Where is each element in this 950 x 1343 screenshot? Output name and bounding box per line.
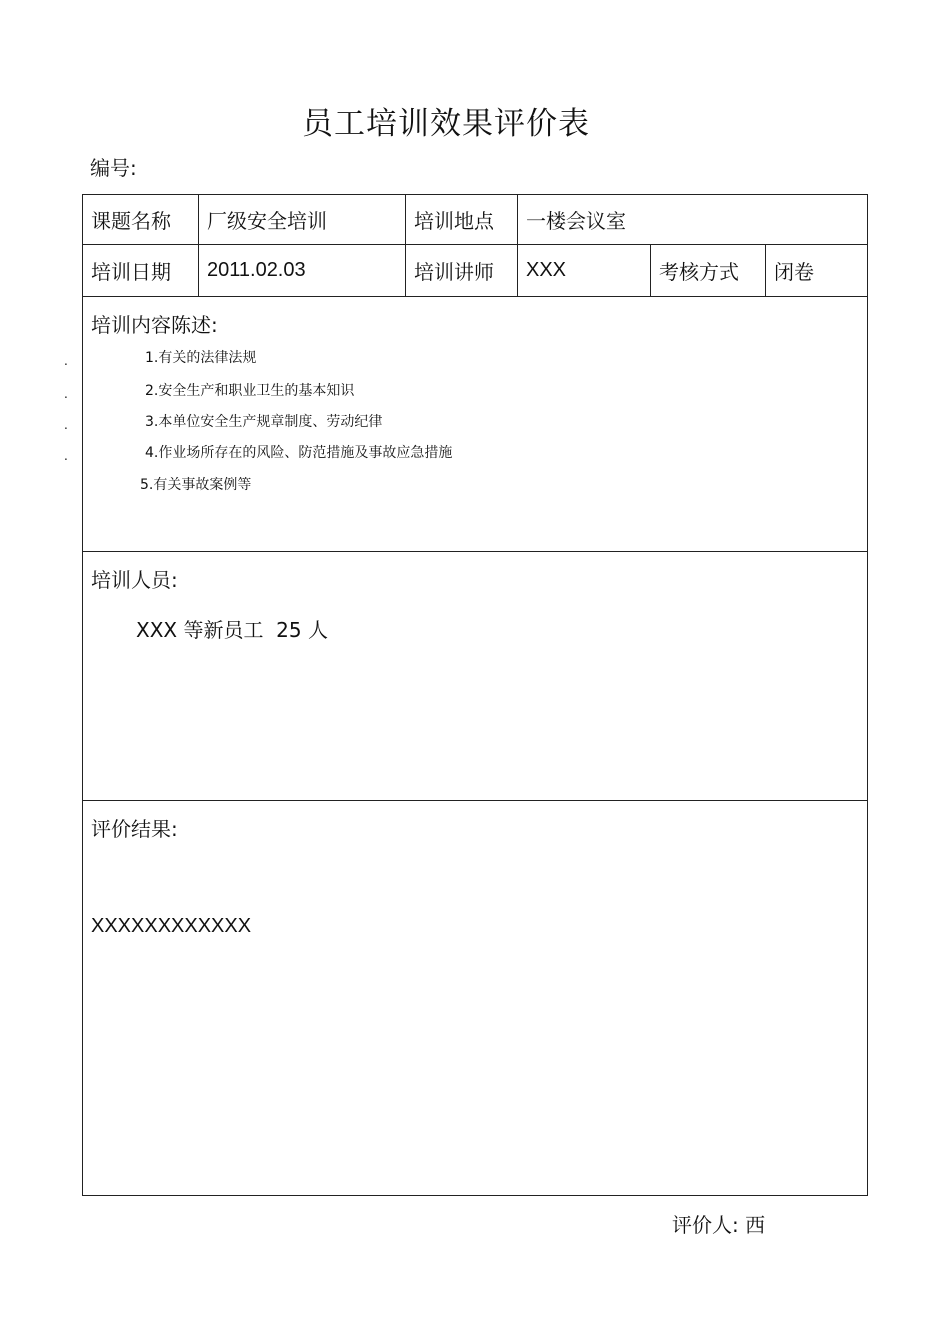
margin-dot: . — [64, 449, 68, 463]
topic-value: 厂级安全培训 — [199, 195, 406, 244]
exam-method-value: 闭卷 — [774, 260, 814, 284]
participants-label: 培训人员: — [91, 568, 178, 592]
evaluation-result-label: 评价结果: — [91, 817, 178, 841]
margin-dot: . — [64, 354, 68, 368]
evaluation-form-table — [82, 194, 868, 1196]
list-item: 3.本单位安全生产规章制度、劳动纪律 — [145, 414, 383, 430]
date-label: 培训日期 — [83, 245, 199, 296]
date-value: 2011.02.03 — [199, 245, 406, 296]
list-item: 1.有关的法律法规 — [145, 350, 257, 366]
margin-dot: . — [64, 387, 68, 401]
evaluation-result-value: XXXXXXXXXXXX — [91, 915, 252, 937]
evaluation-result-section — [83, 801, 867, 1195]
lecturer-value: XXX — [518, 245, 651, 296]
list-item: 5.有关事故案例等 — [140, 477, 252, 493]
serial-number-label: 编号: — [90, 156, 137, 180]
evaluator-signature: 评价人: 西 — [672, 1213, 766, 1237]
location-label: 培训地点 — [406, 195, 518, 244]
margin-dot: . — [64, 418, 68, 432]
participants-section — [83, 552, 867, 801]
lecturer-label: 培训讲师 — [406, 245, 518, 296]
topic-label: 课题名称 — [83, 195, 199, 244]
training-content-label: 培训内容陈述: — [91, 313, 218, 337]
form-title: 员工培训效果评价表 — [302, 106, 590, 142]
location-value: 一楼会议室 — [526, 209, 626, 233]
training-content-section — [83, 297, 867, 552]
list-item: 2.安全生产和职业卫生的基本知识 — [145, 383, 355, 399]
exam-method-label: 考核方式 — [651, 245, 766, 296]
list-item: 4.作业场所存在的风险、防范措施及事故应急措施 — [145, 445, 453, 461]
table-row-date — [83, 245, 867, 297]
participants-value: XXX 等新员工 25 人 — [136, 618, 328, 642]
table-row-topic — [83, 195, 867, 245]
